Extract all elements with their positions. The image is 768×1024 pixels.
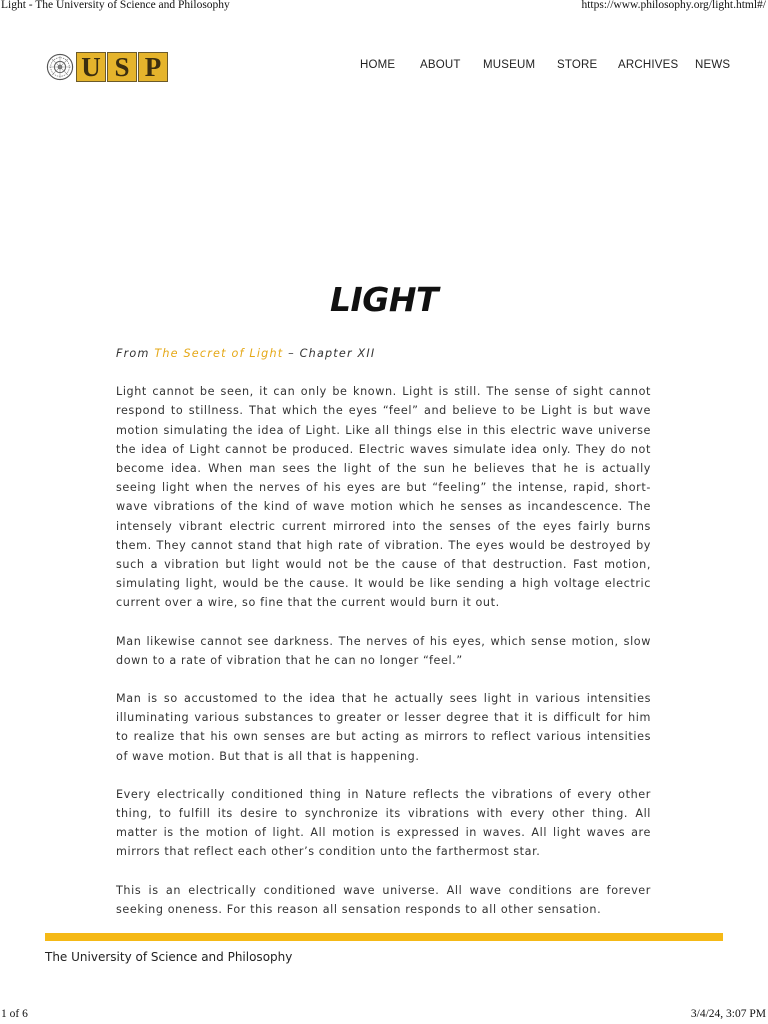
seal-icon: [46, 52, 74, 82]
nav-museum[interactable]: MUSEUM: [483, 59, 536, 71]
paragraph-1: Light cannot be seen, it can only be known. Light is still. The sense of sight cannot respond to stillness. That which the eyes “feel” and believe to be Light is but wave motion simulating the idea of Light. Like all things else in this electric wave universe the idea of Light cannot be produced. Electric waves simulate idea only. They do not become idea. When man sees the light of the sun he believes that he is actually seeing light when the nerves of his eyes are but “feeling” the intense, rapid, short- wave vibrations of the kind of wave motion which he senses as incandescence. The intensely vibrant electric current mirrored into the senses of the eyes fairly burns them. They cannot stand that high rate of vibration. The eyes would be destroyed by such a vibration but light would not be the cause of that destruction. Fast motion, simulating light, would be the cause. It would be like sending a high voltage electric current over a wire, so fine that the current would burn it out.: [116, 385, 651, 610]
source-book-link[interactable]: The Secret of Light: [154, 347, 284, 360]
print-footer: [0, 1008, 768, 1024]
page-title: LIGHT: [329, 280, 439, 320]
page-count: 1 of 6: [1, 1008, 28, 1020]
print-header: [0, 0, 768, 14]
logo-letter-s: S: [107, 52, 137, 82]
main-nav: [350, 59, 731, 77]
nav-about[interactable]: ABOUT: [420, 59, 461, 71]
print-page-title: Light - The University of Science and Philosophy: [1, 0, 230, 11]
site-logo[interactable]: [46, 51, 166, 83]
logo-letters: [76, 52, 169, 82]
nav-store[interactable]: STORE: [557, 59, 598, 71]
nav-archives[interactable]: ARCHIVES: [618, 59, 679, 71]
print-timestamp: 3/4/24, 3:07 PM: [690, 1008, 766, 1020]
article-body: [116, 344, 651, 938]
footer-org-name: The University of Science and Philosophy: [45, 950, 293, 964]
paragraph-3: Man is so accustomed to the idea that he actually sees light in various intensities illuminating various substances to greater or lesser degree that it is difficult for him to realize that his own senses are but acting as mirrors to reflect various intensities of wave motion. But that is all that is happening.: [116, 692, 651, 763]
source-prefix: From: [116, 347, 150, 360]
paragraph-4: Every electrically conditioned thing in Nature reflects the vibrations of every other thing, to fulfill its desire to synchronize its vibrations with every other thing. All matter is the motion of light. All motion is expressed in waves. All light waves are mirrors that reflect each other’s condition unto the farthermost star.: [116, 787, 651, 859]
nav-home[interactable]: HOME: [360, 59, 396, 71]
source-line: [116, 344, 651, 363]
nav-news[interactable]: NEWS: [695, 59, 731, 71]
logo-letter-u: U: [76, 52, 106, 82]
paragraph-2: Man likewise cannot see darkness. The nerves of his eyes, which sense motion, slow down to a rate of vibration that he can no longer “feel.”: [116, 634, 651, 667]
logo-letter-p: P: [138, 52, 168, 82]
source-suffix: – Chapter XII: [288, 347, 376, 360]
paragraph-5: This is an electrically conditioned wave universe. All wave conditions are forever seeking oneness. For this reason all sensation responds to all other sensation.: [116, 883, 651, 916]
footer-accent-bar: [45, 933, 723, 941]
print-page-url: https://www.philosophy.org/light.html#/: [581, 0, 766, 11]
